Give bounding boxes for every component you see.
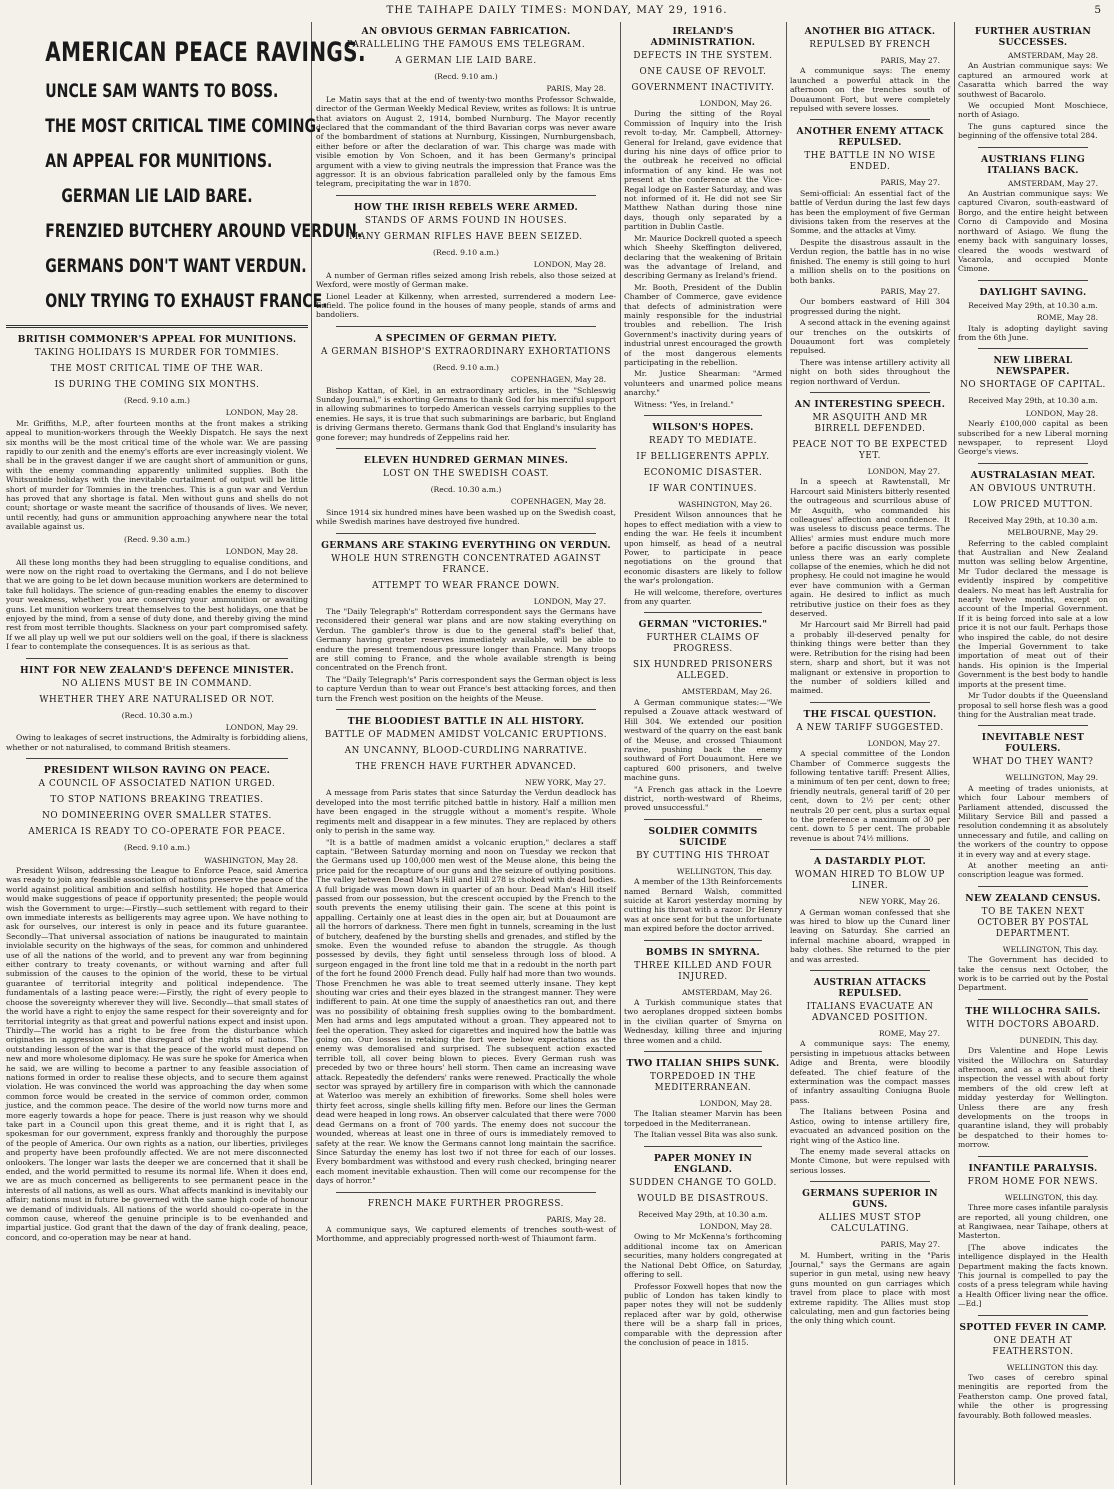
- dateline: LONDON, May 28.: [533, 260, 606, 270]
- article-paragraph: A communique says, We captured elements of trenches south-west of Morthomme, and appreciably progressed north-west of Thiaumont farm.: [316, 1224, 616, 1244]
- article-subhead: A NEW TARIFF SUGGESTED.: [796, 722, 944, 733]
- article: [316, 26, 616, 189]
- article-paragraph: Le Matin says that at the end of twenty-two months Professor Schwalde, director of the German Weekly Medical Review, writes as follows: It is untrue that aviators on August 2, 1914, bombed Nurnburg. The Mayor recently declared that the commandant of the third Bavarian corps was never aware of the bombardment of stations at Nurnburg, Kissingen, Nurnburgensbach, either before or after the declaration of war. This charge was made with visible emotion by Von Schoen, and it has been Germany's principal argument with a view to giving neutrals the impression that France was the aggressor. It is an obvious fabrication paralleled only by the famous Ems telegram, precipitating the war in 1870.: [316, 94, 616, 189]
- page-number: 5: [1094, 4, 1102, 16]
- divider: [810, 119, 930, 120]
- article-subhead: BY CUTTING HIS THROAT: [636, 850, 770, 861]
- dateline: LONDON, May 26.: [699, 99, 772, 108]
- article-paragraph: President Wilson announces that he hopes to effect mediation with a view to ending the war. He feels it incumbent upon himself, as head of a neutral Power, to participate in peace negotiations on the ground that economic disasters are likely to follow the war's prolongation.: [624, 510, 782, 586]
- article-headline: THE FISCAL QUESTION.: [803, 708, 937, 720]
- received-time: (Recd. 9.10 a.m.): [124, 396, 190, 405]
- article-headline: WILSON'S HOPES.: [652, 422, 754, 433]
- received-time: Received May 29th, at 10.30 a.m.: [638, 1209, 768, 1219]
- article-subhead: FURTHER CLAIMS OF PROGRESS.: [646, 633, 760, 655]
- article-paragraph: Italy is adopting daylight saving from the 6th June.: [958, 323, 1108, 342]
- article: [624, 1153, 782, 1348]
- article: [316, 333, 616, 442]
- article-paragraph: He will welcome, therefore, overtures from any quarter.: [624, 587, 782, 607]
- article-paragraph: "It is a battle of madmen amidst a volcanic eruption," declares a staff captain. "Between Saturday morning and noon on Tuesday we reckon that the Germans used up 100,000 men west of the Meuse alone, this being the price paid for the recapture of our guns and the seizure of outlying positions. The valley between Dead Man's Hill and Hill 278 is choked with dead bodies. A full brigade was mown down in quarter of an hour. Dead Man's Hill itself passed from our possession, but the crescent occupied by the French to the south prevents the enemy utilising their gain. The scene at this point is appalling. Certainly one at least dies in the open air, but at Douaumont are all the horrors of darkness. There men fight in tunnels, screaming in the lust of butchery, deafened by the bursting shells and grenades, and stifled by the smoke. Even the wounded refuse to abandon the struggle. As though possessed by devils, they fight until senseless through loss of blood. A surgeon engaged in the front line told me that in a redoubt in the north part of the fort he found 2000 French dead. Fully half had more than two wounds. Those Frenchmen he was able to treat seemed utterly insane. They kept shouting war cries and their eyes blazed in the strangest manner. They were indifferent to pain. At one time the supply of anaesthetics ran out, and there was no possibility of obtaining fresh supplies owing to the bombardment. Men had arms and legs amputated without a groan. They appeared not to feel the operation. They asked for cigarettes and inquired how the battle was going on. Our losses in retaking the fort were below expectations as the enemy was demoralised and surprised. The subsequent action exacted terrible toll, all cover being blown to pieces. Every German rush was preceded by two or three hours' hell storm. Then came an increasing wave attack. Repeatedly the defenders' ranks were renewed. Practically the whole sector was sprayed by artillery fire in comparison with which the cannonade at Waterloo was merely an exhibition of fireworks. Some shell holes were thirty feet across, single shells killing fifty men. Before our lines the German dead were heaped in long rows. An observer calculated that there were 7000 dead Germans on a front of 700 yards. The enemy does not succour the wounded, whereas at least one in three of ours is immediately removed to safety at the rear. We know the Germans cannot long maintain the sacrifice. Since Saturday the enemy has lost two if not three for each of our losses. Every bombardment was withstood and every rush checked, bringing nearer each moment inevitable exhaustion. Then will come our recompense for the days of horror.": [316, 837, 616, 1186]
- article: [958, 1163, 1108, 1309]
- article: [624, 947, 782, 1045]
- article: [958, 355, 1108, 456]
- column-2: [316, 22, 616, 1485]
- article-paragraph: Mr Harcourt said Mr Birrell had paid a probably ill-deserved penalty for thinking things were better than they were. Retribution for the rising had been stern, sharp and short, but it was not malignant or extensive in proportion to the number of soldiers killed and maimed.: [790, 620, 950, 696]
- divider: [978, 348, 1088, 349]
- dateline: NEW YORK, May 27.: [525, 778, 606, 788]
- received-time: (Recd. 10.30 a.m.): [121, 710, 193, 720]
- article-subhead: A COUNCIL OF ASSOCIATED NATION URGED.: [38, 779, 276, 790]
- received-time: Received May 29th, at 10.30 a.m.: [968, 300, 1098, 310]
- article-paragraph: Nearly £100,000 capital as been subscribed for a new Liberal morning newspaper, to represent Lloyd George's views.: [958, 419, 1108, 457]
- article-paragraph: An Austrian communique says: We captured Civaron, south-eastward of Borgo, and the entire height between Corno di Campovido and Mosina northward of Asiago. We flung the enemy back with sanguinary losses, cleared the woods westward of Vacarola, and occupied Monte Cimone.: [958, 189, 1108, 274]
- article: [958, 893, 1108, 993]
- dateline: AMSTERDAM, May 26.: [681, 987, 772, 997]
- article-headline: AUSTRIANS FLING ITALIANS BACK.: [981, 153, 1085, 176]
- dateline: LONDON, May 27.: [867, 738, 940, 748]
- dateline: PARIS, May 27.: [880, 178, 940, 188]
- article-headline: HOW THE IRISH REBELS WERE ARMED.: [354, 201, 578, 213]
- article-subhead: BATTLE OF MADMEN AMIDST VOLCANIC ERUPTIONS.: [324, 730, 608, 741]
- dateline: PARIS, May 28.: [546, 84, 606, 94]
- article-subhead: THREE KILLED AND FOUR INJURED.: [634, 960, 772, 982]
- article: [6, 665, 308, 753]
- divider: [810, 392, 930, 393]
- article-paragraph: M. Humbert, writing in the "Paris Journal," says the Germans are again superior in gun metal, using new heavy guns mounted on gun carriages which travel from place to place with most extreme rapidity. The Allies must stop calculating, men and gun factories being the only thing which count.: [790, 1250, 950, 1326]
- divider: [644, 819, 762, 820]
- received-time: (Recd. 9.10 a.m.): [433, 362, 499, 372]
- article-paragraph: The "Daily Telegraph's" Paris correspondent says the German object is less to capture Verdun than to wear out France's best attacking forces, and then turn the French west position on the heights of the Meuse.: [316, 674, 616, 703]
- article-headline: TWO ITALIAN SHIPS SUNK.: [626, 1058, 780, 1070]
- article-headline: A DASTARDLY PLOT.: [813, 856, 927, 868]
- article-subhead: MANY GERMAN RIFLES HAVE BEEN SEIZED.: [349, 231, 583, 242]
- article-paragraph: The Italians between Posina and Astico, owing to intense artillery fire, evacuated an advanced position on the right wing of the Astico line.: [790, 1107, 950, 1145]
- banner-headline: AN APPEAL FOR MUNITIONS.: [45, 150, 273, 172]
- article-headline: INEVITABLE NEST FOULERS.: [981, 732, 1085, 755]
- article-subhead: ONE CAUSE OF REVOLT.: [639, 67, 767, 77]
- dateline: AMSTERDAM, May 28.: [1007, 51, 1098, 60]
- dateline: ROME, May 28.: [1036, 313, 1098, 323]
- banner-headline: ONLY TRYING TO EXHAUST FRANCE.: [45, 290, 328, 312]
- dateline: WASHINGTON, May 26.: [678, 500, 772, 509]
- dateline: WELLINGTON this day.: [1006, 1362, 1098, 1372]
- article-subhead: NO ALIENS MUST BE IN COMMAND.: [61, 678, 253, 689]
- article-headline: ANOTHER ENEMY ATTACK REPULSED.: [796, 126, 944, 149]
- article: [958, 1006, 1108, 1150]
- divider: [978, 463, 1088, 464]
- article-paragraph: The Government has decided to take the census next October, the work is to be carried out by the Postal Department.: [958, 955, 1108, 993]
- article-subhead: WHAT DO THEY WANT?: [972, 757, 1094, 768]
- divider: [978, 147, 1088, 148]
- dateline: COPENHAGEN, May 28.: [510, 497, 606, 507]
- divider: [336, 195, 596, 196]
- article: [958, 732, 1108, 879]
- received-time: Received May 29th, at 10.30 a.m.: [968, 396, 1098, 406]
- article-subhead: NO DOMINEERING OVER SMALLER STATES.: [42, 811, 272, 822]
- article-subhead: IS DURING THE COMING SIX MONTHS.: [54, 380, 260, 390]
- dateline: WELLINGTON, This day.: [1002, 944, 1098, 954]
- article-headline: THE WILLOCHRA SAILS.: [965, 1005, 1101, 1017]
- article-headline: GERMANS SUPERIOR IN GUNS.: [802, 1188, 938, 1211]
- divider: [336, 448, 596, 449]
- banner-headline: GERMAN LIE LAID BARE.: [61, 185, 253, 207]
- dateline: ROME, May 27.: [878, 1029, 940, 1039]
- article-subhead: NO SHORTAGE OF CAPITAL.: [960, 380, 1106, 391]
- article-subhead: MR ASQUITH AND MR BIRRELL DEFENDED.: [812, 412, 928, 434]
- article-headline: PRESIDENT WILSON RAVING ON PEACE.: [43, 765, 271, 777]
- divider: [978, 725, 1088, 726]
- article: [790, 26, 950, 113]
- article-headline: NEW ZEALAND CENSUS.: [965, 892, 1101, 904]
- article-paragraph: A message from Paris states that since Saturday the Verdun deadlock has developed into the most terrific pitched battle in history. Half a million men have been engaged in the struggle without a moment's respite. Whole regiments melt and disappear in a few minutes. They are replaced by others only to perish in the same way.: [316, 788, 616, 836]
- article: [958, 154, 1108, 274]
- received-time: (Recd. 9.30 a.m.): [124, 534, 190, 544]
- article-headline: ANOTHER BIG ATTACK.: [804, 26, 936, 37]
- article-subhead: IF BELLIGERENTS APPLY.: [636, 452, 770, 462]
- article-paragraph: During the sitting of the Royal Commission of Inquiry into the Irish revolt to-day, Mr. Campbell, Attorney-General for Ireland, gave evidence that during his nine days of office prior to the outbreak he received no official information of any kind. He was not present at the conference at the Vice-Regal lodge on Easter Saturday, and was not informed of it. He did not see Sir Matthew Nathan during those nine days, though only separated by a partition in Dublin Castle.: [624, 109, 782, 232]
- article-paragraph: All these long months they had been struggling to equalise conditions, and were now on the right road to overtaking the Germans, and I do not believe that we are going to be let down because munition workers are determined to take full holidays. The science of gun-reading enables the enemy to discover your weakness, whether you are conserving your ammunition or awaiting guns. Let munition workers treat themselves to the best holidays, one that be enjoyed by the mind, from a sense of duty done, and thereby giving the mind rest from most terrible thoughts. Slackness on your part compromised safety. If we all play up well we put our soldiers well on the goal, if there is slackness I fear to contemplate the consequences. It is as serious as that.: [6, 557, 308, 652]
- article-headline: AN INTERESTING SPEECH.: [794, 398, 946, 410]
- article-headline: AUSTRIAN ATTACKS REPULSED.: [813, 977, 927, 1000]
- article: [958, 26, 1108, 141]
- dateline: PARIS, May 27.: [880, 56, 940, 65]
- article-paragraph: Semi-official: An essential fact of the battle of Verdun during the last few days has been the employment of five German divisions taken from the reserves at the Somme, and the attacks at Vimy.: [790, 188, 950, 236]
- article-paragraph: Our bombers eastward of Hill 304 progressed during the night.: [790, 297, 950, 316]
- column-rule: [620, 22, 621, 1485]
- divider: [336, 709, 596, 710]
- article-paragraph: A German communique states:—"We repulsed a Zouave attack westward of Hill 304. We extended our position westward of the quarry on the east bank of the Meuse, and crossed Thiaumont ravine, pushing back the enemy southward of Fort Douaumont. Here we captured 600 prisoners, and twelve machine guns.: [624, 697, 782, 783]
- divider: [978, 886, 1088, 887]
- article: [624, 1058, 782, 1140]
- received-time: (Recd. 10.30 a.m.): [430, 484, 502, 494]
- article: [624, 422, 782, 606]
- banner-headline: FRENZIED BUTCHERY AROUND VERDUN.: [45, 220, 363, 242]
- article-paragraph: A member of the 13th Reinforcements named Bernard Walsh, committed suicide at Karori yesterday morning by cutting his throat with a razor. Dr Henry was at once sent for but the unfortunate man expired before the doctor arrived.: [624, 877, 782, 934]
- article-subhead: TO BE TAKEN NEXT OCTOBER BY POSTAL DEPARTMENT.: [977, 906, 1089, 939]
- article-headline: SPOTTED FEVER IN CAMP.: [959, 1321, 1107, 1333]
- article-paragraph: A number of German rifles seized among Irish rebels, also those seized at Wexford, were mostly of German make.: [316, 270, 616, 290]
- divider: [810, 849, 930, 850]
- article-subhead: THE BATTLE IN NO WISE ENDED.: [804, 151, 936, 173]
- article-headline: GERMANS ARE STAKING EVERYTHING ON VERDUN.: [321, 539, 611, 551]
- article: [790, 856, 950, 964]
- article-paragraph: A German woman confessed that she was hired to blow up the Cunard liner leaving on Saturday. She carried an infernal machine aboard, wrapped in baby clothes. She returned to the pier and was arrested.: [790, 907, 950, 964]
- article-headline: AUSTRALASIAN MEAT.: [970, 469, 1096, 481]
- article-subhead: SIX HUNDRED PRISONERS ALLEGED.: [633, 660, 773, 682]
- divider: [6, 325, 308, 328]
- article-subhead: THE FRENCH HAVE FURTHER ADVANCED.: [355, 762, 577, 773]
- dateline: PARIS, May 27.: [880, 1240, 940, 1250]
- masthead: [0, 4, 1114, 20]
- article-headline: THE BLOODIEST BATTLE IN ALL HISTORY.: [347, 716, 585, 728]
- article-headline: AN OBVIOUS GERMAN FABRICATION.: [361, 26, 571, 37]
- dateline: NEW YORK, May 26.: [859, 897, 940, 907]
- masthead-title: THE TAIHAPE DAILY TIMES: MONDAY, MAY 29, 1916.: [386, 4, 728, 16]
- article-paragraph: Mr. Justice Shearman: "Armed volunteers and unarmed police means anarchy.": [624, 369, 782, 398]
- article-subhead: WHOLE HUN STRENGTH CONCENTRATED AGAINST FRANCE.: [331, 553, 601, 575]
- received-time: (Recd. 9.10 a.m.): [433, 247, 499, 257]
- article-subhead: FROM HOME FOR NEWS.: [967, 1176, 1099, 1187]
- dateline: WELLINGTON, May 29.: [1005, 773, 1098, 783]
- article-paragraph: "A French gas attack in the Loevre district, north-westward of Rheims, proved unsuccessful.": [624, 784, 782, 813]
- article-subhead: REPULSED BY FRENCH: [809, 40, 931, 50]
- divider: [810, 1181, 930, 1182]
- article-paragraph: Three more cases infantile paralysis are reported, all young children, one at Rangiwaea, near Taihape, others at Masterton.: [958, 1203, 1108, 1241]
- article: [316, 540, 616, 703]
- article: [958, 287, 1108, 343]
- column-1: [6, 22, 366, 1485]
- article: [958, 470, 1108, 720]
- column-rule: [954, 22, 955, 1485]
- article-subhead: TO STOP NATIONS BREAKING TREATIES.: [50, 795, 264, 806]
- received-time: (Recd. 9.10 am.): [434, 72, 498, 81]
- article: [316, 1199, 616, 1244]
- article-subhead: IF WAR CONTINUES.: [649, 484, 757, 494]
- dateline: WELLINGTON, this day.: [1004, 1192, 1098, 1202]
- article-headline: BOMBS IN SMYRNA.: [645, 946, 761, 958]
- article-paragraph: The guns captured since the beginning of the offensive total 284.: [958, 121, 1108, 141]
- article-subhead: THE MOST CRITICAL TIME OF THE WAR.: [50, 364, 264, 374]
- dateline: DUNEDIN, This day.: [1019, 1035, 1098, 1045]
- divider: [26, 658, 288, 659]
- article-headline: PAPER MONEY IN ENGLAND.: [653, 1152, 753, 1175]
- article-headline: INFANTILE PARALYSIS.: [968, 1162, 1098, 1174]
- article-headline: ELEVEN HUNDRED GERMAN MINES.: [363, 454, 569, 466]
- article-paragraph: The Italian steamer Marvin has been torpedoed in the Mediterranean.: [624, 1109, 782, 1128]
- article-subhead: ECONOMIC DISASTER.: [643, 468, 763, 478]
- article-subhead: DEFECTS IN THE SYSTEM.: [633, 51, 773, 61]
- article: [6, 334, 308, 652]
- dateline: LONDON, May 28.: [225, 408, 298, 418]
- article: [316, 716, 616, 1185]
- dateline: LONDON, May 27.: [867, 466, 940, 476]
- article-paragraph: An Austrian communique says: We captured an armoured work at Casaratta which barred the way southwest of Bacarolo.: [958, 61, 1108, 99]
- dateline: LONDON, May 28.: [699, 1222, 772, 1232]
- dateline: COPENHAGEN, May 28.: [510, 375, 606, 385]
- divider: [644, 1051, 762, 1052]
- article-paragraph: At another meeting an anti-conscription league was formed.: [958, 860, 1108, 880]
- article-subhead: ONE DEATH AT FEATHERSTON.: [992, 1335, 1074, 1357]
- divider: [336, 533, 596, 534]
- article-subhead: READY TO MEDIATE.: [648, 436, 758, 446]
- divider: [644, 940, 762, 941]
- dateline: AMSTERDAM, May 26.: [681, 687, 772, 697]
- divider: [336, 326, 596, 327]
- article-subhead: AMERICA IS READY TO CO-OPERATE FOR PEACE.: [28, 827, 286, 838]
- article: [958, 1322, 1108, 1420]
- article-paragraph: Owing to Mr McKenna's forthcoming additional income tax on American securities, many holders congregated at the National Debt Office, on Saturday, offering to sell.: [624, 1232, 782, 1280]
- article-subhead: WHETHER THEY ARE NATURALISED OR NOT.: [39, 694, 275, 705]
- banner-headline: THE MOST CRITICAL TIME COMING.: [45, 115, 322, 137]
- divider: [978, 280, 1088, 281]
- article-paragraph: A Turkish communique states that two aeroplanes dropped sixteen bombs in the civilian quarter of Smyrna on Wednesday, killing three and injuring three women and a child.: [624, 998, 782, 1045]
- dateline: LONDON, May 28.: [1025, 408, 1098, 418]
- article-paragraph: Bishop Kattan, of Kiel, in an extraordinary articles, in the "Schleswig Sunday Journal," is exhorting Germans to thank God for his merciful support in allowing submarines to torpedo American vessels carrying supplies to the enemies. He says, it is true that such submarinings are barbaric, but England is driving Germans thereto. Germans thank God that England's insularity has gone forever; may hundreds of Zeppelins raid her.: [316, 385, 616, 442]
- article-subhead: LOST ON THE SWEDISH COAST.: [382, 468, 549, 479]
- article-subhead: A GERMAN BISHOP'S EXTRAORDINARY EXHORTATIONS: [321, 346, 611, 357]
- article-paragraph: We occupied Mont Moschiece, north of Asiago.: [958, 101, 1108, 120]
- banner-headline: GERMANS DON'T WANT VERDUN.: [45, 255, 307, 277]
- article: [624, 26, 782, 409]
- article-paragraph: There was intense artillery activity all night on both sides throughout the region northward of Verdun.: [790, 357, 950, 386]
- column-5: [958, 22, 1108, 1485]
- article-paragraph: A communique says: The enemy launched a powerful attack in the afternoon on the trenches south of Douaumont Fort, but were completely repulsed with severe losses.: [790, 66, 950, 114]
- article-headline: GERMAN "VICTORIES.": [638, 619, 768, 631]
- article-subhead: A GERMAN LIE LAID BARE.: [395, 56, 537, 66]
- article-headline: BRITISH COMMONER'S APPEAL FOR MUNITIONS.: [17, 334, 297, 345]
- article-paragraph: The "Daily Telegraph's" Rotterdam correspondent says the Germans have reconsidered their general war plans and are now staking everything on Verdun. The gambler's throw is due to the general staff's belief that, Germany having greater reserves immediately available, will be able to endure the present tremendous pressure longer than France. Many troops are still coming to France, and the whole available strength is being concentrated on the French front.: [316, 607, 616, 673]
- column-4: [790, 22, 950, 1485]
- article-headline: FURTHER AUSTRIAN SUCCESSES.: [974, 26, 1092, 48]
- article-paragraph: Mr. Maurice Dockrell quoted a speech which Sheehy Skeffington delivered, declaring that the weakening of Britain was the advantage of Ireland, and describing Germany as Ireland's friend.: [624, 233, 782, 281]
- column-3: [624, 22, 782, 1485]
- article-paragraph: Mr. Booth, President of the Dublin Chamber of Commerce, gave evidence that defects of administration were mainly responsible for the industrial troubles and rebellion. The Irish Government's inactivity during years of industrial unrest encouraged the growth of the most dangerous elements participating in the rebellion.: [624, 282, 782, 367]
- article-headline: SOLDIER COMMITS SUICIDE: [648, 825, 758, 848]
- received-time: Received May 29th, at 10.30 a.m.: [968, 515, 1098, 525]
- article-subhead: PEACE NOT TO BE EXPECTED YET.: [792, 439, 948, 461]
- divider: [644, 612, 762, 613]
- article-paragraph: A meeting of trades unionists, at which four Labour members of Parliament attended, discussed the Military Service Bill and passed a resolution condemning it as absolutely unnecessary and futile, and calling on the workers of the country to oppose it in every way and at every stage.: [958, 783, 1108, 859]
- dateline: LONDON, May 28.: [699, 1099, 772, 1109]
- article-paragraph: A second attack in the evening against our trenches on the outskirts of Douaumont fort was completely repulsed.: [790, 318, 950, 356]
- dateline: LONDON, May 28.: [225, 547, 298, 557]
- article-subhead: ATTEMPT TO WEAR FRANCE DOWN.: [372, 580, 560, 591]
- article-headline: FRENCH MAKE FURTHER PROGRESS.: [367, 1198, 565, 1209]
- article-headline: IRELAND'S ADMINISTRATION.: [650, 26, 756, 48]
- article-paragraph: The Italian vessel Bita was also sunk.: [634, 1130, 778, 1140]
- article-subhead: SUDDEN CHANGE TO GOLD.: [629, 1177, 777, 1188]
- divider: [644, 1146, 762, 1147]
- dateline: WELLINGTON, This day.: [676, 866, 772, 876]
- article: [624, 619, 782, 812]
- divider: [978, 1156, 1088, 1157]
- article-headline: NEW LIBERAL NEWSPAPER.: [993, 355, 1073, 378]
- article-subhead: ALLIES MUST STOP CALCULATING.: [818, 1213, 922, 1235]
- article-paragraph: Professor Foxwell hopes that now the public of London has taken kindly to paper notes they will not be suddenly replaced after war by gold, otherwise there will be a sharp fall in prices, comparable with the depression after the conclusion of peace in 1815.: [624, 1281, 782, 1347]
- article-paragraph: Mr. Griffiths, M.P., after fourteen months at the front makes a striking appeal to munition-workers through the Weekly Dispatch. He says the next six months will be the most critical time of the whole war. We are passing rapidly to our zenith and the enemy's efforts are ever increasingly violent. We shall be in the gravest danger if we are caught short of ammunition or guns, with the enemy commanding apparently unlimited supplies. Both the Whitsuntide holidays with the inevitable curtailment of output will be little short of murder for Tommies in the trenches. This is a gun war and Verdun has proved that any shortage is fatal. Men without guns and shells do not count; shortage or waste meant the sacrifice of thousands of lives. We never, until recently, had guns or ammunition approaching anywhere near the total available against us.: [6, 418, 308, 532]
- article-subhead: WOMAN HIRED TO BLOW UP LINER.: [795, 870, 945, 892]
- article: [316, 202, 616, 320]
- article-paragraph: Owing to leakages of secret instructions, the Admiralty is forbidding aliens, whether or not naturalised, to command British steamers.: [6, 733, 308, 752]
- divider: [810, 970, 930, 971]
- dateline: LONDON, May 27.: [533, 596, 606, 606]
- article: [790, 126, 950, 386]
- article-subhead: TAKING HOLIDAYS IS MURDER FOR TOMMIES.: [34, 348, 280, 358]
- dateline: LONDON, May 29.: [225, 722, 298, 732]
- article-headline: DAYLIGHT SAVING.: [979, 286, 1087, 298]
- article-paragraph: [The above indicates the intelligence displayed in the Health Department making the facts known. This journal is compelled to pay the costs of a press telegram while having a Health Officer living near the office.—Ed.]: [958, 1242, 1108, 1309]
- article-paragraph: A special committee of the London Chamber of Commerce suggests the following tentative tariff: Present Allies, a minimum of ten per cent, down to free; friendly neutrals, general tariff of 20 per cent, down to 2½ per cent; other neutrals 20 per cent, plus a surtax equal to the preference a maximum of 30 per cent. down to 5 per cent. The probable revenue is about 74½ millions.: [790, 749, 950, 843]
- article-subhead: TORPEDOED IN THE MEDITERRANEAN.: [649, 1072, 757, 1094]
- divider: [810, 702, 930, 703]
- article-paragraph: Mr Tudor doubts if the Queensland proposal to sell horse flesh was a good thing for the Australian meat trade.: [958, 691, 1108, 719]
- article: [790, 399, 950, 696]
- article-paragraph: The enemy made several attacks on Monte Cimone, but were repulsed with serious losses.: [790, 1146, 950, 1175]
- divider: [26, 758, 288, 759]
- article-subhead: AN OBVIOUS UNTRUTH.: [969, 483, 1097, 494]
- dateline: MELBOURNE, May 29.: [1007, 528, 1098, 538]
- dateline: WASHINGTON, May 28.: [204, 855, 298, 865]
- article-paragraph: Witness: "Yes, in Ireland.": [634, 399, 734, 409]
- received-time: (Recd. 9.10 a.m.): [124, 843, 190, 853]
- column-rule: [786, 22, 787, 1485]
- article: [790, 709, 950, 843]
- article-paragraph: Two cases of cerebro spinal meningitis are reported from the Featherston camp. One proved fatal, while the other is progressing favourably. Both followed measles.: [958, 1372, 1108, 1420]
- article-subhead: GOVERNMENT INACTIVITY.: [631, 83, 775, 93]
- article: [316, 455, 616, 527]
- dateline: AMSTERDAM, May 27.: [1007, 178, 1098, 188]
- divider: [978, 999, 1088, 1000]
- article-paragraph: In a speech at Rawtenstall, Mr Harcourt said Ministers bitterly resented the outrageous and scurrilous abuse of Mr Asquith, who commanded his colleagues' affection and confidence. It was useless to discuss peace terms. The Allies' armies must endure much more before a pacific discussion was possible unless there was an early complete collapse of the enemies, which he did not prophesy. He could not imagine he would ever have communion with a German again. He desired to inflict as much retributive justice on their foes as they deserved.: [790, 477, 950, 619]
- article-paragraph: Since 1914 six hundred mines have been washed up on the Swedish coast, while Swedish marines have destroyed five hundred.: [316, 507, 616, 527]
- article-paragraph: President Wilson, addressing the League to Enforce Peace, said America was ready to join any feasible association of nations preserve the peace of the world against political ambition and selfish hostility. He hoped that America would make suggestions of peace if opportunity presented; the people would wish the Government to urge:—Firstly—such settlement with regard to their own immediate interests as belligerents may agree upon. We have nothing to ask for ourselves, our interest is only in peace and its future guarantee. Secondly—That universal association of nations be inaugurated to maintain inviolable security on the highways of the seas, for common and unhindered use of all the nations of the world, and to prevent any war from beginning either contrary to treaty covenants, or without warning and after full submission of the causes to the opinion of the world, these to be virtual guarantee of territorial integrity and political independence. The fundamentals of a lasting peace were:—Firstly, the right of every people to choose the sovereignty wherever they will live. Secondly—that small states of the world have a right to enjoy the same respect for their sovereignty and for territorial integrity as that great and powerful nations expect and insist upon. Thirdly—The world has a right to be free from the disturbance which originates in aggression and the disregard of the rights of nations. The outstanding lesson of the war is that the peace of the world must depend on new and more wholesome diplomacy. He was sure he spoke for America when he said, we are willing to become a partner to any feasible association of nations formed in order to realise these objects, and to secure them against violation. He was convinced the world was approaching the day when some common force would be created in the service of common order, common justice, and the common peace. The desire of the world now turns more and more eagerly towards a hope for peace. There is just reason why we should take part in a Council upon this great theme, and it is right that I, as spokesman for our government, express frankly and thoroughly the purpose of the people of America. Our own rights as a nation, our liberties, privileges and property have been profoundly affected. We are not mere disconnected onlookers. The longer war lasts the deeper we are concerned that it shall be ended, and the world permitted to resume its normal life. When it does end, we are as much concerned as belligerents to see permanent peace in the interests of all nations, as well as ours. What affects mankind is inevitably our affair; nations must in future be governed with the same high code of honour we demand of individuals. All nations of the world should co-operate in the common cause, whereof the genuine principle is to be evenhanded and impartial justice. God grant that the dawn of the day of frank dealing, peace, concord, and co-operation may be near at hand.: [6, 866, 308, 1242]
- article-headline: A SPECIMEN OF GERMAN PIETY.: [374, 332, 558, 344]
- banner-headline: UNCLE SAM WANTS TO BOSS.: [45, 80, 279, 102]
- article: [6, 765, 308, 1242]
- article-headline: HINT FOR NEW ZEALAND'S DEFENCE MINISTER.: [19, 664, 294, 676]
- article-paragraph: Lionel Leader at Kilkenny, when arrested, surrendered a modern Lee-Enfield. The police found in the houses of many people, stands of arms and bandoliers.: [316, 291, 616, 320]
- article: [790, 977, 950, 1175]
- dateline: PARIS, May 27.: [880, 286, 940, 296]
- article-paragraph: Despite the disastrous assault in the Verdun region, the battle has in no wise finished. The enemy is still going to hurl a million shells on to the positions on both banks.: [790, 237, 950, 285]
- banner-headline: AMERICAN PEACE RAVINGS.: [45, 37, 366, 68]
- article-subhead: ITALIANS EVACUATE AN ADVANCED POSITION.: [806, 1002, 934, 1024]
- article-subhead: PARALLELING THE FAMOUS EMS TELEGRAM.: [346, 40, 586, 50]
- article-subhead: LOW PRICED MUTTON.: [972, 499, 1094, 510]
- article-subhead: WOULD BE DISASTROUS.: [637, 1193, 769, 1204]
- divider: [336, 1192, 596, 1193]
- article-subhead: STANDS OF ARMS FOUND IN HOUSES.: [364, 215, 568, 226]
- divider: [644, 415, 762, 416]
- divider: [978, 1315, 1088, 1316]
- article: [624, 826, 782, 934]
- article-paragraph: Referring to the cabled complaint that Australian and New Zealand mutton was selling below Argentine, Mr Tudor declared the message is evidently inspired by competitive dealers. No meat has left Australia for nearly twelve months, except on account of the Imperial Government. If it is being forced into sale at a low price it is not our fault. Perhaps those who inspired the cable, do not desire the Imperial Government to take importation of meat out of their hands. His opinion is the Imperial Government is the best body to handle imports at the present time.: [958, 538, 1108, 689]
- article-paragraph: A communique says: The enemy, persisting in impetuous attacks between Adige and Brenta, were bloodily defeated. The chief feature of the extermination was the compact masses of infantry assaulting Coniugna Buole pass.: [790, 1039, 950, 1105]
- article-subhead: AN UNCANNY, BLOOD-CURDLING NARRATIVE.: [344, 746, 588, 757]
- article: [790, 1188, 950, 1326]
- dateline: PARIS, May 28.: [546, 1214, 606, 1224]
- article-subhead: WITH DOCTORS ABOARD.: [966, 1019, 1100, 1030]
- article-paragraph: Drs Valentine and Hope Lewis visited the Willochra on Saturday afternoon, and as a result of their inspection the vessel with about forty members of the old crew left at midday yesterday for Wellington. Unless there are any fresh developments on the troops in quarantine island, they will probably be despatched to their homes to-morrow.: [958, 1046, 1108, 1150]
